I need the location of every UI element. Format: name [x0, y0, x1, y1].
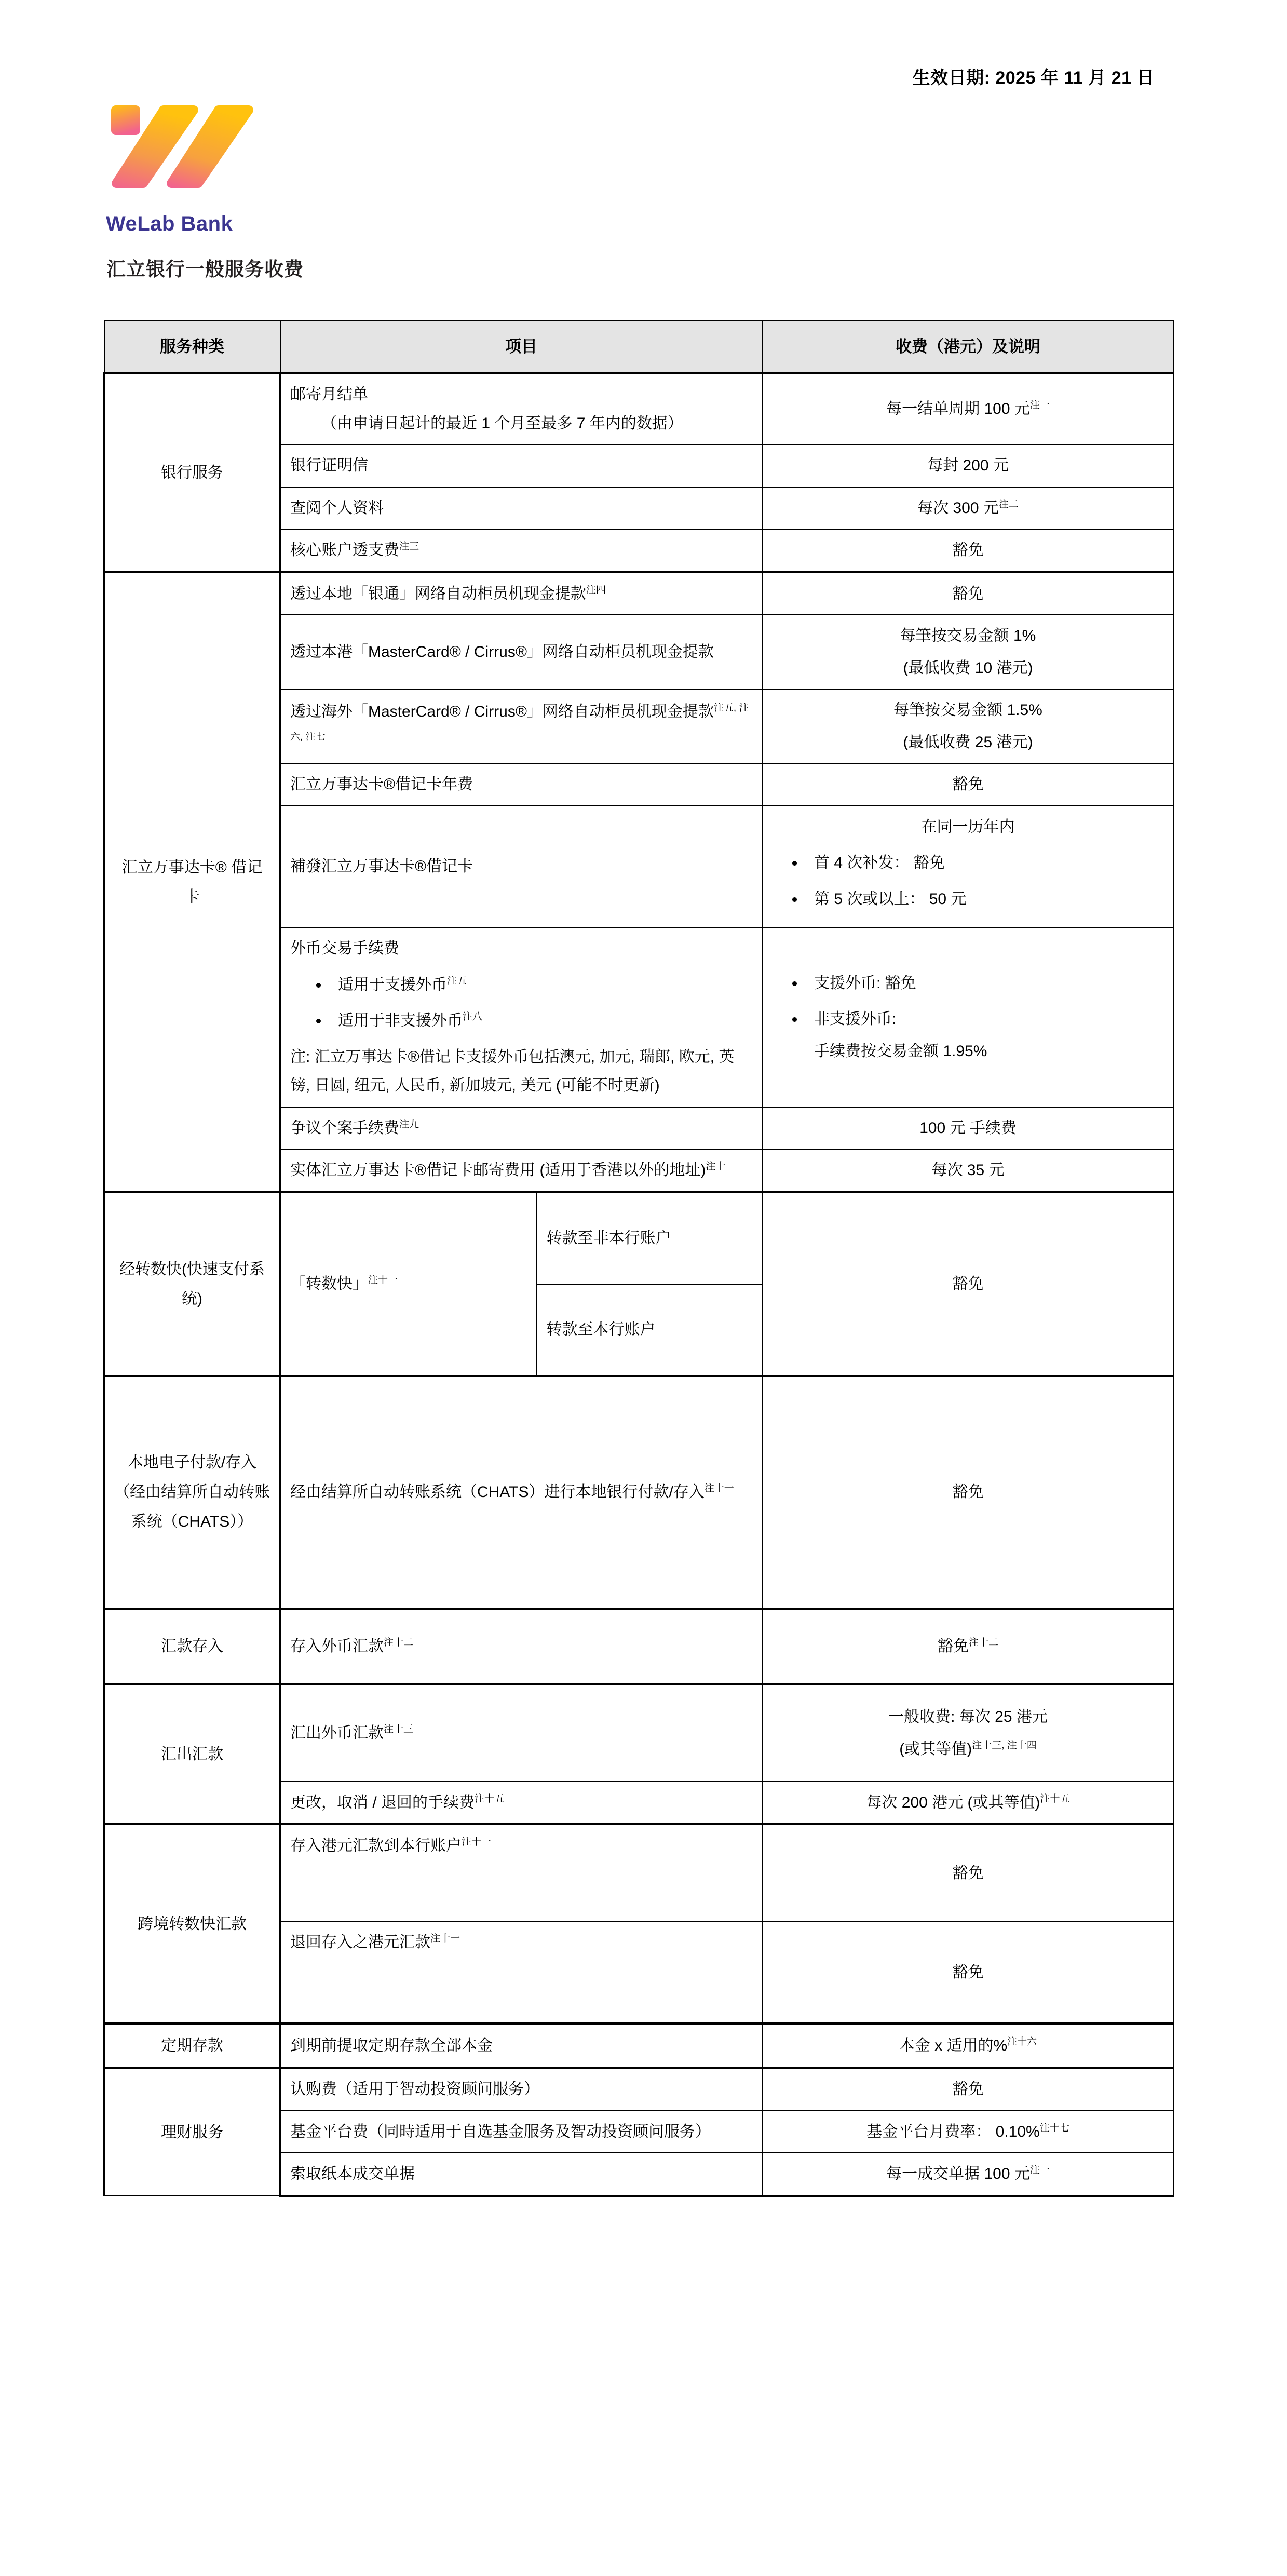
item-main-text: 认购费（适用于智动投资顾问服务）	[290, 2081, 539, 2098]
category-cell-debit-card: 汇立万事达卡® 借记卡	[104, 572, 280, 1192]
table-row	[104, 572, 1174, 615]
fee-cell	[763, 2111, 1174, 2153]
item-cell	[280, 1782, 763, 1825]
fee-cell: 豁免	[763, 572, 1174, 615]
fee-cell: 豁免	[763, 529, 1174, 572]
table-header-row	[104, 321, 1174, 373]
svg-text:WeLab Bank: WeLab Bank	[106, 212, 233, 235]
fee-cell	[763, 689, 1174, 763]
item-main-text: 透过本地「银通」网络自动柜员机现金提款	[290, 585, 586, 602]
fee-line-2	[773, 1735, 1163, 1764]
item-cell	[280, 572, 763, 615]
item-main-text: 争议个案手续费	[290, 1119, 399, 1137]
item-cell	[280, 2153, 763, 2196]
footnote-ref: 注十一	[462, 1837, 492, 1848]
fee-cell	[763, 373, 1174, 444]
fee-cell	[763, 487, 1174, 530]
item-main-text: 到期前提取定期存款全部本金	[290, 2037, 493, 2055]
footnote-ref: 注三	[399, 541, 419, 552]
fee-text: 本金 x 适用的%	[899, 2037, 1008, 2055]
item-footer-note: 注: 汇立万事达卡®借记卡支援外币包括澳元, 加元, 瑞郎, 欧元, 英镑, 日圆, 纽元, 人民币, 新加坡元, 美元 (可能不时更新)	[290, 1048, 735, 1095]
fee-text: 每次 200 港元 (或其等值)	[866, 1793, 1040, 1811]
item-main-text: 核心账户透支费	[290, 542, 399, 559]
footnote-ref: 注十六	[1007, 2036, 1037, 2048]
fee-bullet-item: • 支援外币: 豁免	[805, 969, 1163, 998]
fee-cell: 每次 35 元	[763, 1149, 1174, 1192]
item-main-text: 補發汇立万事达卡®借记卡	[290, 858, 473, 875]
category-cell-cross-border-fps: 跨境转数快汇款	[104, 1824, 280, 2024]
footnote-ref: 注十一	[430, 1933, 460, 1945]
item-main-text: 透过海外「MasterCard® / Cirrus®」网络自动柜员机现金提款	[290, 703, 714, 721]
item-cell	[280, 1921, 763, 2024]
item-main-text: 查阅个人资料	[290, 499, 384, 517]
category-cell-banking: 银行服务	[104, 373, 280, 572]
fee-bullet-item: • 第 5 次或以上： 50 元	[805, 885, 1163, 914]
table-row	[104, 373, 1174, 444]
table-row	[104, 2024, 1174, 2068]
fee-cell: 豁免	[763, 2068, 1174, 2111]
sub-item-cell: 转款至本行账户	[537, 1284, 763, 1376]
table-row	[104, 1684, 1174, 1782]
fee-bullet-item	[805, 1005, 1163, 1066]
category-cell-time-deposit: 定期存款	[104, 2024, 280, 2068]
item-sub-text: （由申请日起计的最近 1 个月至最多 7 年内的数据）	[321, 414, 683, 432]
item-main-text: 汇出外币汇款	[290, 1724, 384, 1742]
item-main-text: 基金平台费（同時适用于自选基金服务及智动投资顾问服务）	[290, 2123, 711, 2140]
item-cell	[280, 1192, 537, 1376]
item-main-text: 经由结算所自动转账系统（CHATS）进行本地银行付款/存入	[290, 1483, 705, 1501]
item-cell	[280, 1376, 763, 1609]
fee-cell: 豁免	[763, 1376, 1174, 1609]
item-cell	[280, 806, 763, 928]
category-cell-chats: 本地电子付款/存入（经由结算所自动转账系统（CHATS））	[104, 1376, 280, 1609]
table-row	[104, 1376, 1174, 1609]
col-header-item: 项目	[280, 321, 763, 373]
item-bullet-item	[329, 970, 752, 1000]
item-cell	[280, 373, 763, 444]
fee-heading: 在同一历年内	[921, 818, 1015, 835]
fee-cell: 豁免	[763, 1921, 1174, 2024]
item-bullet-text: 适用于支援外币	[338, 976, 447, 993]
item-main-text: 透过本港「MasterCard® / Cirrus®」网络自动柜员机现金提款	[290, 643, 714, 661]
item-main-text: 外币交易手续费	[290, 940, 399, 957]
col-header-fee: 收费（港元）及说明	[763, 321, 1174, 373]
fee-text: 每次 300 元	[917, 499, 999, 517]
footnote-ref: 注一	[1029, 400, 1050, 411]
service-fee-table	[103, 320, 1174, 2197]
item-bullet-list	[290, 970, 752, 1035]
footnote-ref: 注十五	[1040, 1793, 1070, 1804]
category-cell-wealth: 理财服务	[104, 2068, 280, 2196]
fee-text: 每一结单周期 100 元	[886, 400, 1030, 418]
welab-w-mark-icon	[103, 96, 274, 208]
item-bullet-text: 适用于非支援外币	[338, 1012, 463, 1030]
table-row	[104, 2068, 1174, 2111]
item-cell	[280, 1609, 763, 1684]
footnote-ref: 注十一	[368, 1275, 398, 1286]
fee-cell	[763, 2024, 1174, 2068]
fee-line-1: 一般收费: 每次 25 港元	[888, 1708, 1048, 1726]
fee-text: 每一成交单据 100 元	[886, 2165, 1030, 2183]
effective-date: 生效日期: 2025 年 11 月 21 日	[912, 68, 1155, 88]
item-main-text: 存入外币汇款	[290, 1638, 384, 1655]
fee-cell	[763, 615, 1174, 689]
item-main-text: 退回存入之港元汇款	[290, 1934, 430, 1951]
footnote-ref: 注十七	[1039, 2122, 1069, 2134]
fee-cell: 豁免	[763, 763, 1174, 806]
table-row	[104, 1192, 1174, 1284]
item-main-text: 银行证明信	[290, 457, 368, 475]
item-cell	[280, 529, 763, 572]
item-cell	[280, 2068, 763, 2111]
category-cell-fps: 经转数快(快速支付系统)	[104, 1192, 280, 1376]
table-row	[104, 1609, 1174, 1684]
item-cell	[280, 2024, 763, 2068]
category-cell-outward-remittance: 汇出汇款	[104, 1684, 280, 1825]
item-main-text: 「转数快」	[290, 1275, 368, 1293]
footnote-ref: 注十	[706, 1161, 726, 1172]
item-bullet-item	[329, 1006, 752, 1035]
fee-cell: 豁免	[763, 1192, 1174, 1376]
welab-bank-logo	[103, 96, 285, 236]
fee-cell: 豁免	[763, 1824, 1174, 1921]
footnote-ref: 注八	[463, 1011, 483, 1023]
item-cell	[280, 1684, 763, 1782]
item-main-text: 邮寄月结单	[290, 386, 368, 403]
item-cell	[280, 927, 763, 1107]
welab-bank-wordmark	[103, 211, 274, 236]
fee-cell: 100 元 手续费	[763, 1107, 1174, 1150]
fee-line-2-text: (或其等值)	[899, 1740, 972, 1758]
fee-cell	[763, 806, 1174, 928]
fee-bullet-item: • 首 4 次补发： 豁免	[805, 848, 1163, 878]
fee-cell	[763, 1684, 1174, 1782]
item-cell	[280, 444, 763, 487]
item-cell	[280, 1107, 763, 1150]
fee-line-2: (最低收费 25 港元)	[903, 733, 1033, 751]
footnote-ref: 注十一	[704, 1483, 734, 1494]
item-cell	[280, 1824, 763, 1921]
fee-line-2: (最低收费 10 港元)	[903, 659, 1033, 677]
footnote-ref: 注二	[998, 498, 1019, 510]
fee-line-1: 每筆按交易金额 1%	[900, 627, 1036, 645]
item-cell	[280, 689, 763, 763]
fee-cell: 每封 200 元	[763, 444, 1174, 487]
item-cell	[280, 487, 763, 530]
item-cell	[280, 2111, 763, 2153]
col-header-category: 服务种类	[104, 321, 280, 373]
fee-line-1: 每筆按交易金额 1.5%	[893, 702, 1042, 719]
footnote-ref: 注九	[399, 1118, 419, 1130]
category-cell-inward-remittance: 汇款存入	[104, 1609, 280, 1684]
footnote-ref: 注五, 注六, 注七	[290, 703, 749, 743]
item-main-text: 更改，取消 / 退回的手续费	[290, 1793, 475, 1811]
page-title: 汇立银行一般服务收费	[106, 259, 304, 280]
fee-cell	[763, 927, 1174, 1107]
item-main-text: 实体汇立万事达卡®借记卡邮寄费用 (适用于香港以外的地址)	[290, 1162, 706, 1179]
fee-bullet-text: 非支援外币:	[814, 1010, 897, 1028]
fee-bullet-list	[773, 969, 1163, 1066]
sub-item-cell: 转款至非本行账户	[537, 1192, 763, 1284]
fee-text: 基金平台月费率： 0.10%	[866, 2123, 1040, 2140]
footnote-ref: 注十三, 注十四	[972, 1739, 1037, 1751]
footnote-ref: 注十五	[475, 1793, 505, 1804]
table-row	[104, 1824, 1174, 1921]
fee-bullet-list	[773, 848, 1163, 913]
footnote-ref: 注十二	[384, 1637, 414, 1649]
fee-cell	[763, 2153, 1174, 2196]
item-main-text: 存入港元汇款到本行账户	[290, 1837, 462, 1855]
item-cell	[280, 615, 763, 689]
fee-cell	[763, 1782, 1174, 1825]
footnote-ref: 注一	[1029, 2165, 1050, 2176]
item-cell	[280, 763, 763, 806]
footnote-ref: 注十三	[384, 1724, 414, 1735]
fee-text: 豁免	[937, 1638, 969, 1655]
fee-cell	[763, 1609, 1174, 1684]
item-cell	[280, 1149, 763, 1192]
fee-bullet-subtext: 手续费按交易金额 1.95%	[814, 1042, 987, 1060]
footnote-ref: 注四	[586, 584, 606, 596]
item-main-text: 汇立万事达卡®借记卡年费	[290, 776, 473, 793]
footnote-ref: 注五	[447, 975, 467, 987]
item-main-text: 索取纸本成交单据	[290, 2165, 415, 2183]
footnote-ref: 注十二	[968, 1637, 998, 1649]
